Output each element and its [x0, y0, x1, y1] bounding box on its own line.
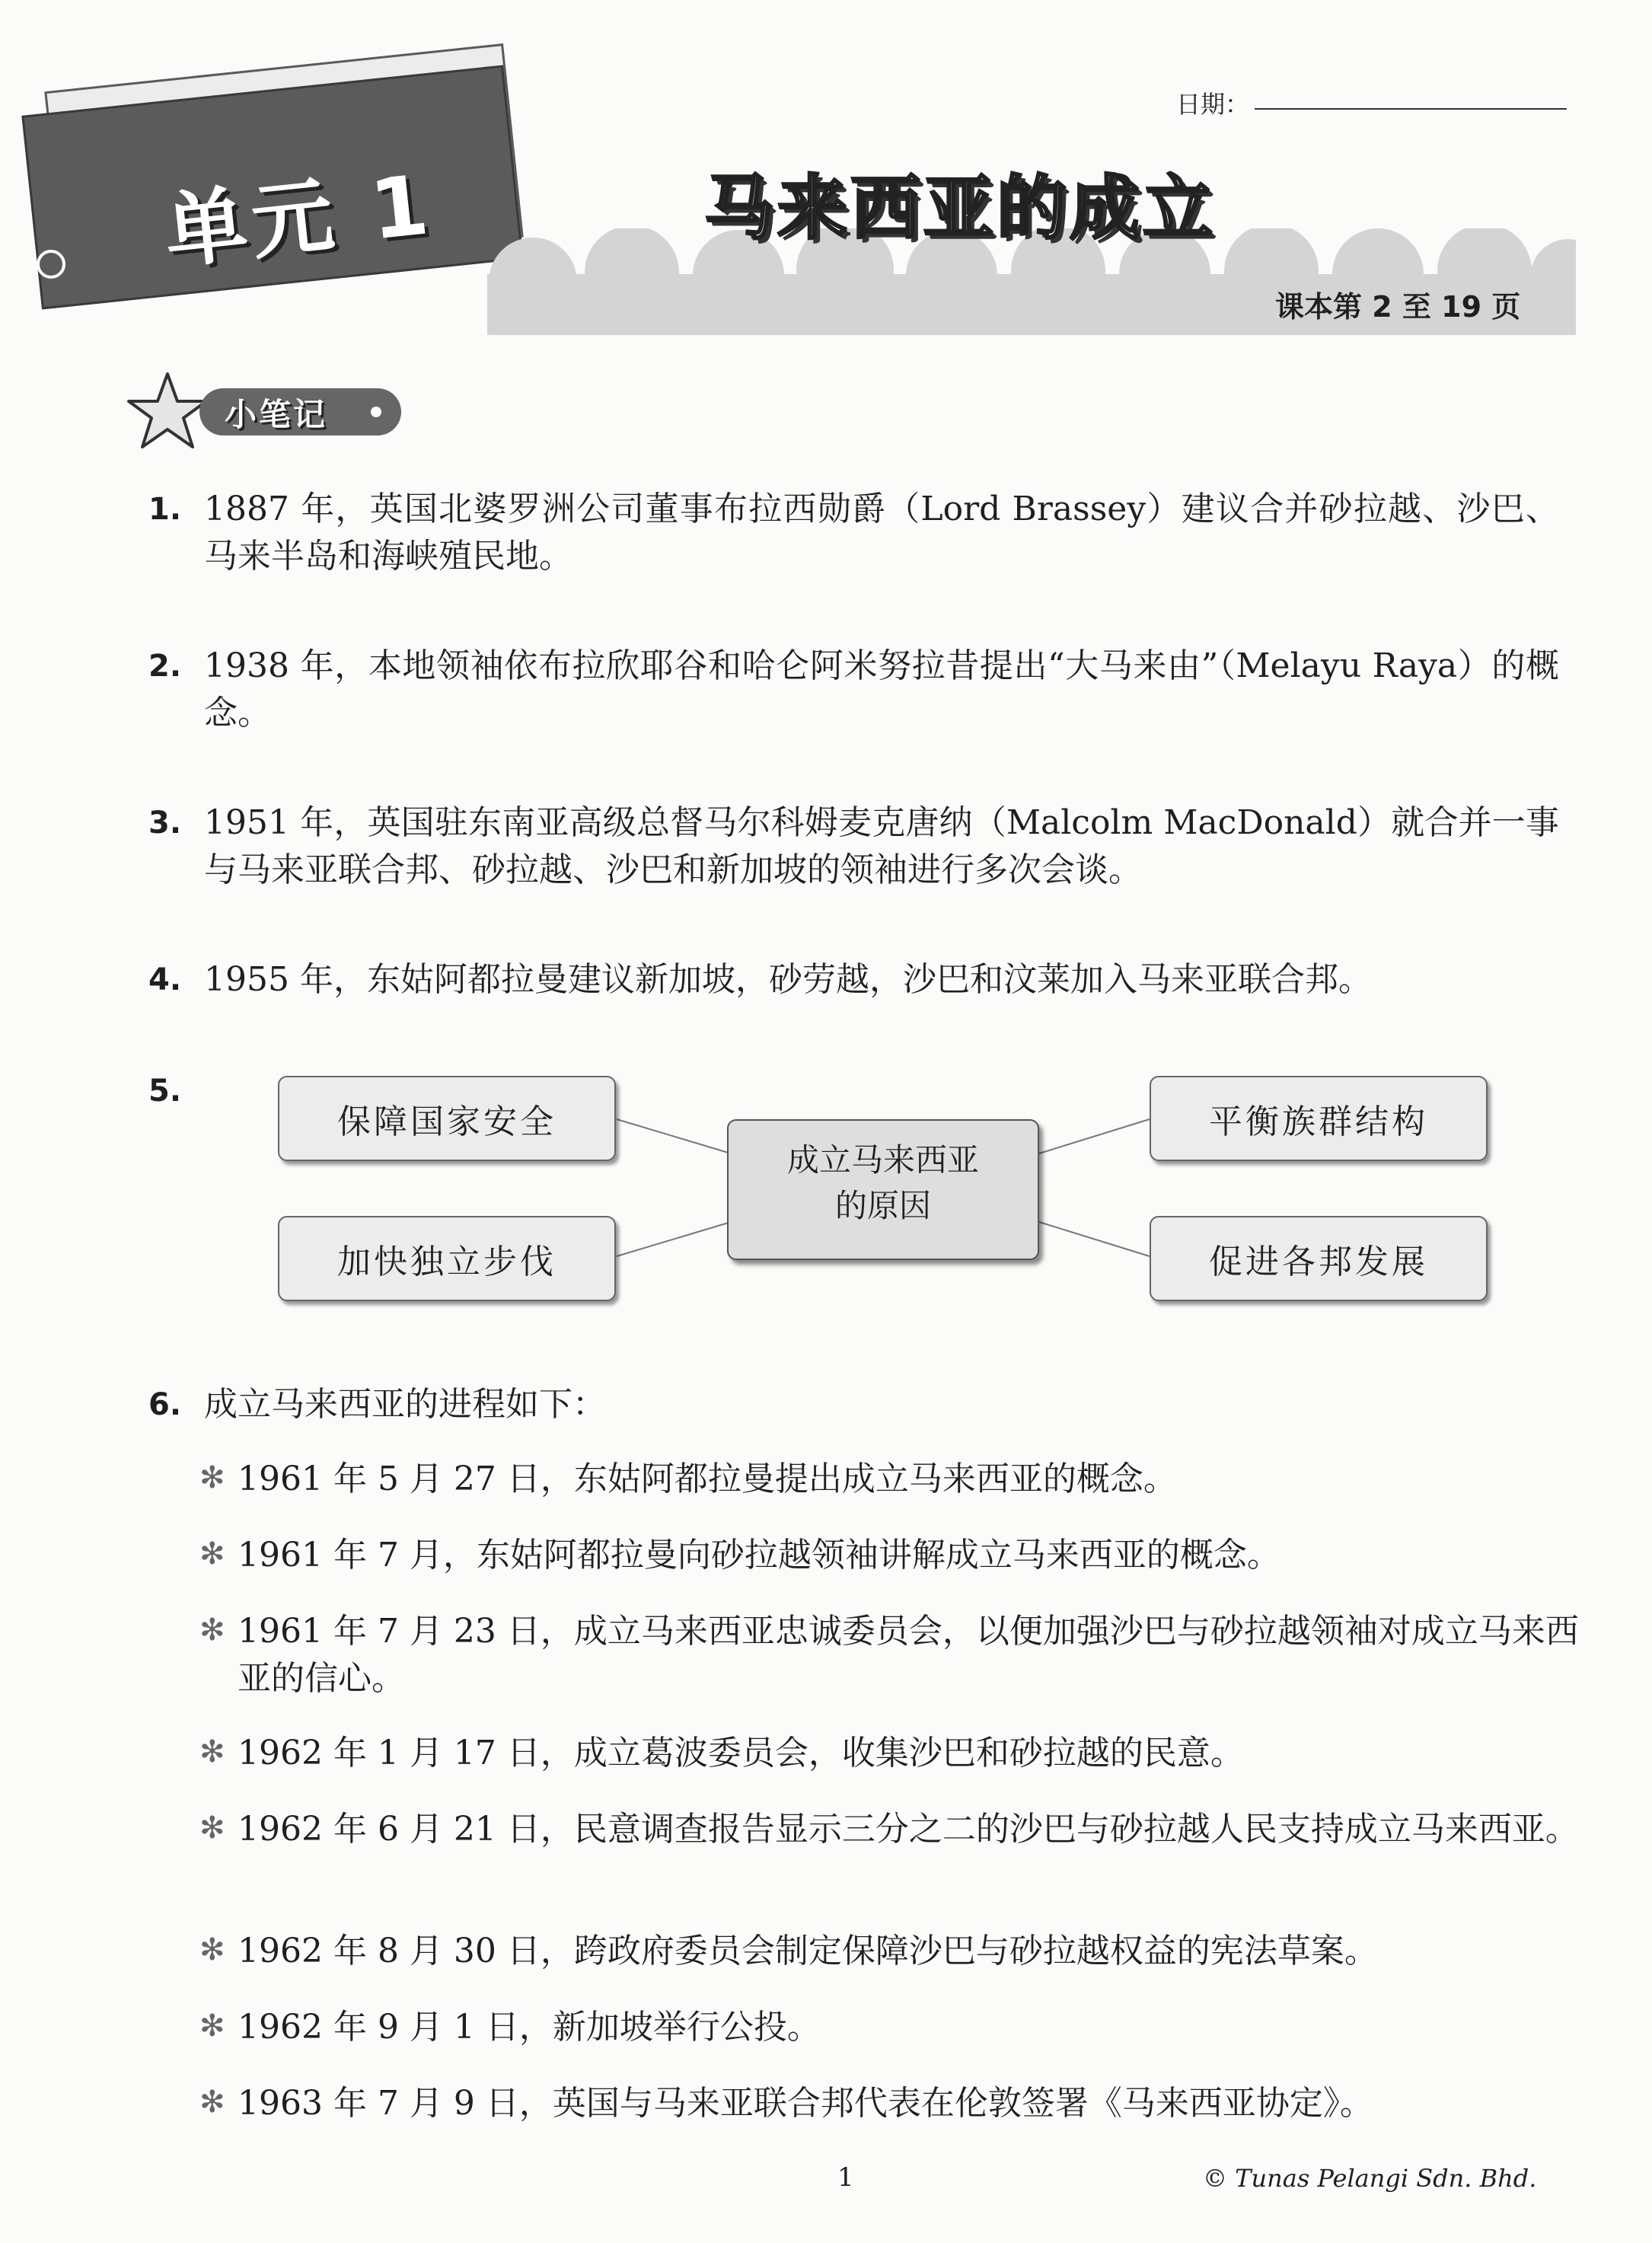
flower-bullet-icon: ✻ [199, 1613, 225, 1648]
flower-bullet-icon: ✻ [199, 2085, 225, 2120]
timeline-item: 1962 年 8 月 30 日，跨政府委员会制定保障沙巴与砂拉越权益的宪法草案。 [238, 1932, 1378, 1970]
diagram-center-node [727, 1119, 1039, 1260]
reason-box-development: 促进各邦发展 [1150, 1216, 1488, 1301]
note-number: 1. [148, 492, 182, 527]
note-text: 1887 年，英国北婆罗洲公司董事布拉西勋爵（Lord Brassey）建议合并砂拉越、沙巴、马来半岛和海峡殖民地。 [204, 490, 1559, 576]
center-node-line-1: 成立马来西亚 [786, 1141, 979, 1179]
timeline-item: 1961 年 7 月，东姑阿都拉曼向砂拉越领袖讲解成立马来西亚的概念。 [238, 1536, 1280, 1575]
note-number: 3. [148, 806, 182, 841]
timeline-item: 1963 年 7 月 9 日，英国与马来亚联合邦代表在伦敦签署《马来西亚协定》。 [238, 2084, 1373, 2123]
note-number: 4. [148, 962, 182, 997]
flower-bullet-icon: ✻ [199, 1460, 225, 1495]
unit-title: 马来西亚的成立 [704, 168, 1217, 249]
flower-bullet-icon: ✻ [199, 2008, 225, 2044]
timeline-item: 1962 年 6 月 21 日，民意调查报告显示三分之二的沙巴与砂拉越人民支持成立马来西亚。 [238, 1810, 1579, 1849]
timeline-item: 1961 年 7 月 23 日，成立马来西亚忠诚委员会，以便加强沙巴与砂拉越领袖对成立马来西亚的信心。 [238, 1612, 1579, 1698]
date-label: 日期： [1176, 90, 1250, 119]
timeline-item: 1961 年 5 月 27 日，东姑阿都拉曼提出成立马来西亚的概念。 [238, 1460, 1177, 1498]
note-number: 6. [148, 1387, 182, 1422]
note-number: 2. [148, 649, 182, 684]
timeline-item: 1962 年 9 月 1 日，新加坡举行公投。 [238, 2008, 821, 2047]
center-node-line-2: 的原因 [834, 1187, 931, 1224]
reason-box-security: 保障国家安全 [278, 1076, 616, 1161]
page-number: 1 [837, 2162, 854, 2193]
note-text: 1951 年，英国驻东南亚高级总督马尔科姆麦克唐纳（Malcolm MacDonald）就合并一事与马来亚联合邦、砂拉越、沙巴和新加坡的领袖进行多次会谈。 [204, 803, 1559, 889]
flower-bullet-icon: ✻ [199, 1811, 225, 1846]
flower-bullet-icon: ✻ [199, 1536, 225, 1571]
note-text: 1955 年，东姑阿都拉曼建议新加坡，砂劳越，沙巴和汶莱加入马来亚联合邦。 [204, 960, 1372, 999]
unit-label: 单元 1 [160, 157, 438, 281]
reason-box-ethnic-balance: 平衡族群结构 [1150, 1076, 1488, 1161]
flower-bullet-icon: ✻ [199, 1932, 225, 1967]
note-number: 5. [148, 1074, 182, 1109]
textbook-page-reference: 课本第 2 至 19 页 [1275, 290, 1521, 324]
flower-bullet-icon: ✻ [199, 1734, 225, 1769]
note-text: 成立马来西亚的进程如下： [204, 1385, 606, 1424]
notes-badge-label: 小笔记 [225, 396, 328, 433]
copyright-notice: © Tunas Pelangi Sdn. Bhd. [1203, 2164, 1537, 2193]
timeline-item: 1962 年 1 月 17 日，成立葛波委员会，收集沙巴和砂拉越的民意。 [238, 1734, 1244, 1772]
reason-box-independence: 加快独立步伐 [278, 1216, 616, 1301]
note-text: 1938 年，本地领袖依布拉欣耶谷和哈仑阿米努拉昔提出“大马来由”（Melayu Raya）的概念。 [204, 646, 1559, 732]
